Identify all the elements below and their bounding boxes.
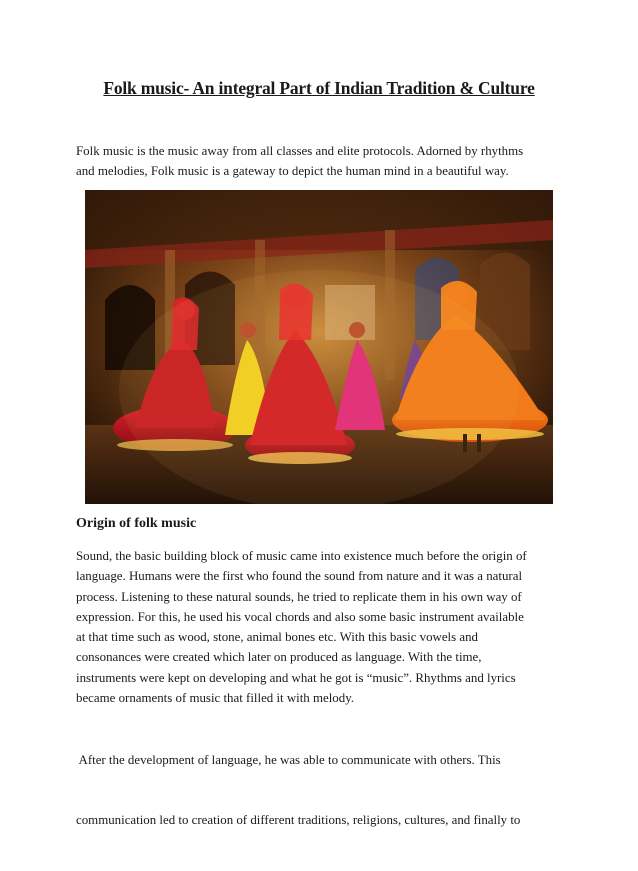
text-line: became ornaments of music that filled it with melody. [76,691,355,706]
text-line: expression. For this, he used his vocal chords and also some basic instrument available [76,609,524,624]
text-line: process. Listening to these natural sounds, he tried to replicate them in his own way of [76,589,522,604]
text-line: instruments were kept on developing and what he got is “music”. Rhythms and lyrics [76,670,516,685]
second-paragraph [76,709,576,871]
page-title: Folk music- An integral Part of Indian Tradition & Culture [103,78,535,98]
text-line: and melodies, Folk music is a gateway to depict the human mind in a beautiful way. [76,164,509,179]
text-line: After the development of language, he was able to communicate with others. This [76,752,501,767]
text-line: consonances were created which later on produced as language. With the time, [76,650,482,665]
text-line: communication led to creation of different traditions, religions, cultures, and finally to [76,813,521,828]
text-line: language. Humans were the first who found the sound from nature and it was a natural [76,569,523,584]
text-line: Sound, the basic building block of music came into existence much before the origin of [76,549,527,563]
section-heading: Origin of folk music [76,516,197,531]
folk-dancers-photo [85,190,553,504]
origin-paragraph [76,546,576,708]
intro-paragraph [76,141,576,182]
text-line: at that time such as wood, stone, animal bones etc. With this basic vowels and [76,630,478,645]
text-line: Folk music is the music away from all classes and elite protocols. Adorned by rhythms [76,144,524,158]
